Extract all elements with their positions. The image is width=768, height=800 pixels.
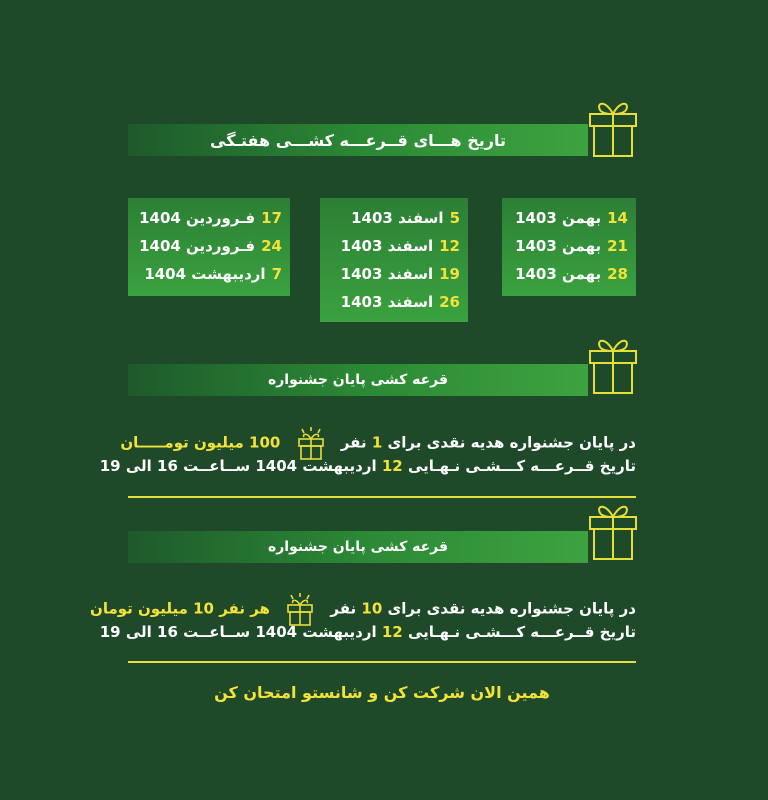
- date-row: 12اسفند 1403: [340, 237, 460, 255]
- date-row: 17فـروردین 1404: [139, 209, 282, 227]
- gift-sparkle-icon: [296, 426, 326, 460]
- final-draw-title-bar: [128, 364, 588, 396]
- final-draw-title-bar: [128, 531, 588, 563]
- date-row: 7اردیبهشت 1404: [144, 265, 282, 283]
- final1-date-line: تاریخ قــرعـــه کـــشـی نـهـایی 12 اردیبهشت 1404 ســاعــت 16 الی 19: [99, 457, 636, 475]
- gift-icon: [588, 499, 638, 561]
- weekly-draws-title-bar: [128, 124, 588, 156]
- final2-date-line: تاریخ قــرعـــه کـــشـی نـهـایی 12 اردیبهشت 1404 ســاعــت 16 الی 19: [99, 623, 636, 641]
- final1-prize-line: در پایان جشنواره هدیه نقدی برای 1 نفر 100 میلیون تومـــــان: [120, 426, 636, 460]
- final-draw-title: قرعه کشی پایان جشنواره: [267, 539, 449, 555]
- date-row: 19اسفند 1403: [340, 265, 460, 283]
- date-row: 5اسفند 1403: [351, 209, 460, 227]
- weekly-draws-title: تاریخ هـــای قــرعـــه کشـــی هفتـگی: [210, 130, 506, 150]
- divider: [128, 496, 636, 498]
- date-row: 26اسفند 1403: [340, 293, 460, 311]
- divider: [128, 661, 636, 663]
- date-column-bahman: [502, 198, 636, 296]
- call-to-action: همین الان شرکت کن و شانستو امتحان کن: [214, 683, 550, 702]
- date-row: 14بهمن 1403: [515, 209, 628, 227]
- final-draw-title: قرعه کشی پایان جشنواره: [267, 372, 449, 388]
- date-column-farvardin: [128, 198, 290, 296]
- date-row: 24فـروردین 1404: [139, 237, 282, 255]
- date-column-esfand: [320, 198, 468, 322]
- gift-icon: [588, 96, 638, 158]
- date-row: 28بهمن 1403: [515, 265, 628, 283]
- final2-prize-line: در پایان جشنواره هدیه نقدی برای 10 نفر هر نفر 10 میلیون تومان: [90, 592, 636, 626]
- gift-icon: [588, 333, 638, 395]
- gift-sparkle-icon: [285, 592, 315, 626]
- date-row: 21بهمن 1403: [515, 237, 628, 255]
